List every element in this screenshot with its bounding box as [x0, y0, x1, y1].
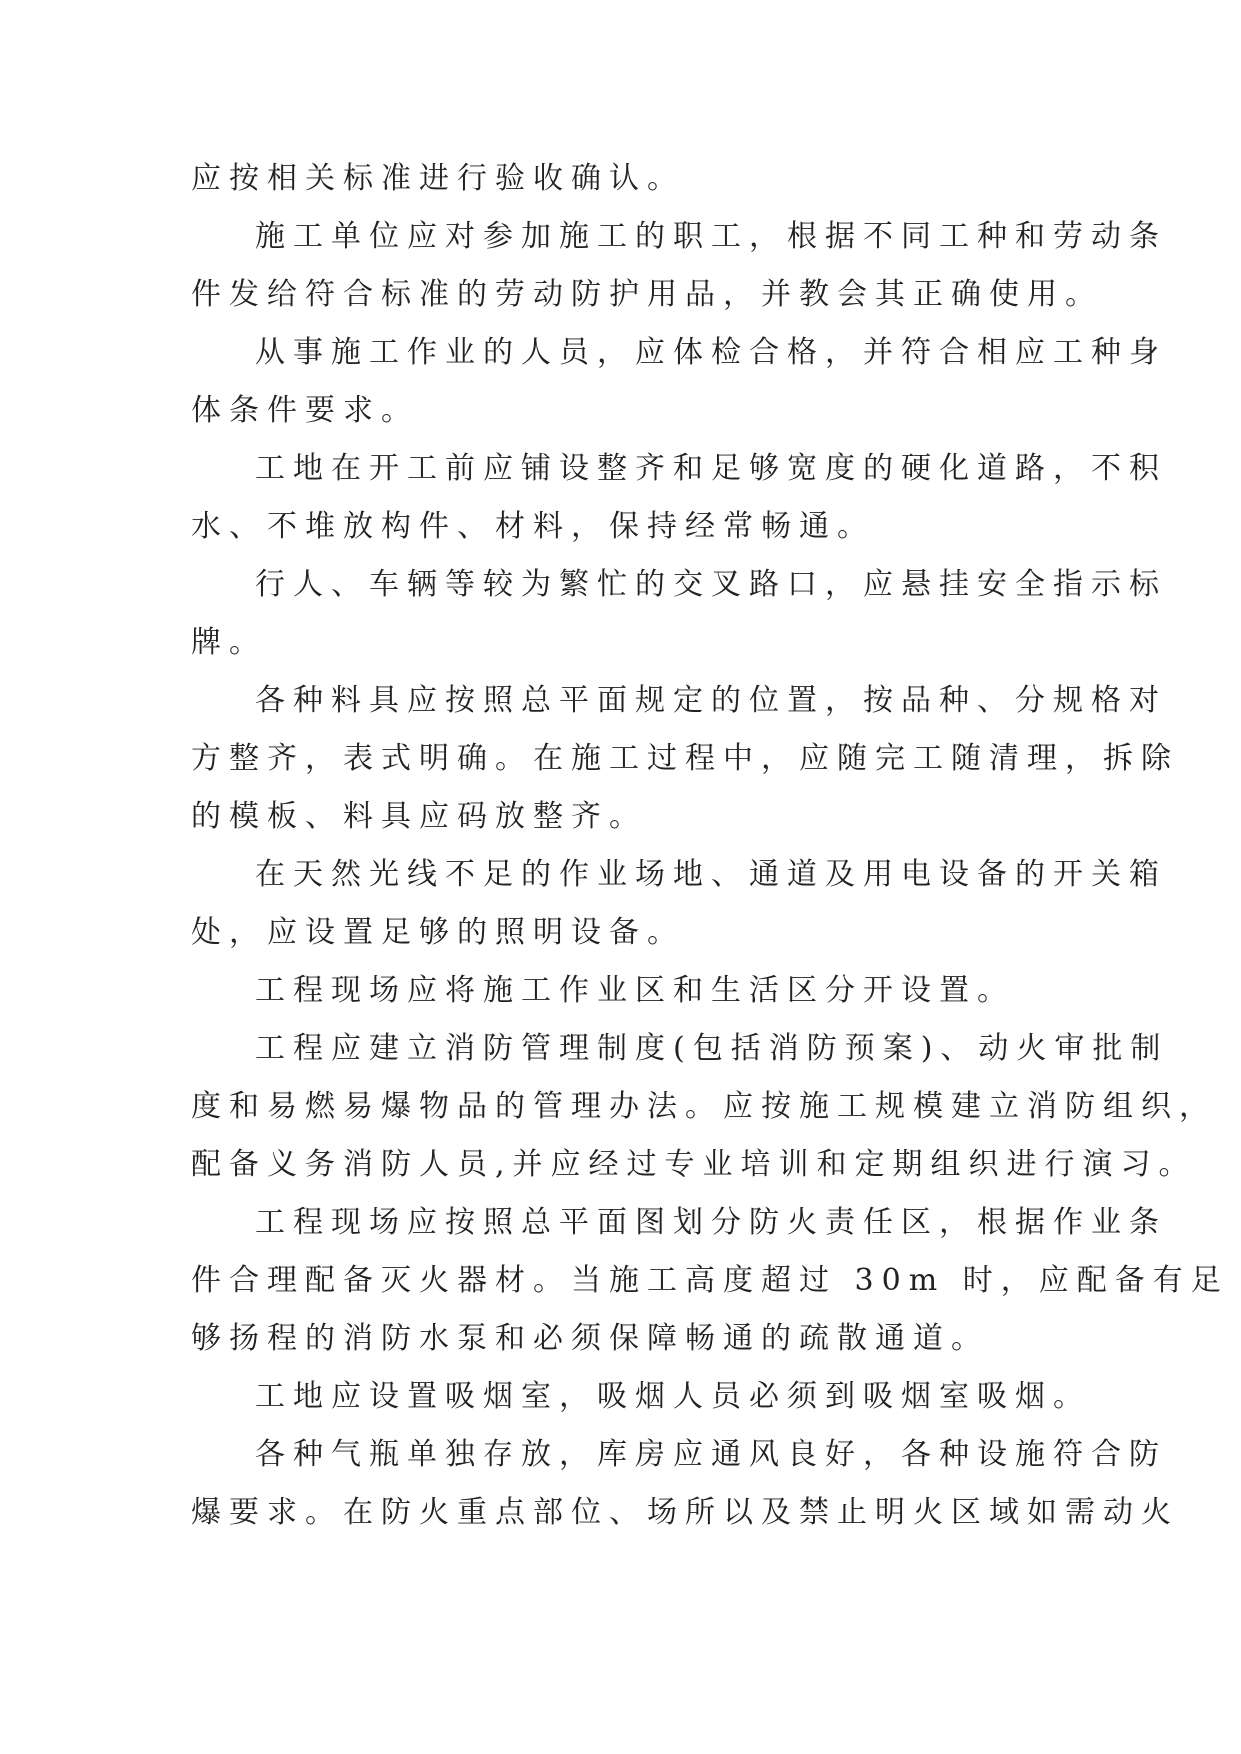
text-line: 工程应建立消防管理制度(包括消防预案)、动火审批制 — [255, 1031, 1169, 1066]
text-line: 配备义务消防人员,并应经过专业培训和定期组织进行演习。 — [191, 1147, 1197, 1182]
paragraph — [191, 556, 1167, 672]
text-line: 的模板、料具应码放整齐。 — [191, 799, 647, 834]
paragraph — [191, 208, 1167, 324]
paragraph — [191, 962, 1051, 1020]
text-line: 工地应设置吸烟室，吸烟人员必须到吸烟室吸烟。 — [255, 1379, 1091, 1414]
text-line: 水、不堆放构件、材料，保持经常畅通。 — [191, 509, 875, 544]
paragraph — [191, 150, 1051, 208]
paragraph — [191, 1020, 1217, 1194]
text-line: 从事施工作业的人员，应体检合格，并符合相应工种身 — [255, 335, 1167, 370]
paragraph — [191, 672, 1179, 846]
paragraph — [191, 846, 1167, 962]
text-line: 行人、车辆等较为繁忙的交叉路口，应悬挂安全指示标 — [255, 567, 1167, 602]
text-line: 体条件要求。 — [191, 393, 419, 428]
text-line: 方整齐，表式明确。在施工过程中，应随完工随清理，拆除 — [191, 741, 1179, 776]
text-line: 工程现场应按照总平面图划分防火责任区，根据作业条 — [255, 1205, 1167, 1240]
text-line: 牌。 — [191, 625, 267, 660]
paragraph — [191, 440, 1167, 556]
text-line: 在天然光线不足的作业场地、通道及用电设备的开关箱 — [255, 857, 1167, 892]
paragraph — [191, 1426, 1179, 1542]
paragraph — [191, 324, 1167, 440]
text-line: 工地在开工前应铺设整齐和足够宽度的硬化道路，不积 — [255, 451, 1167, 486]
text-line: 够扬程的消防水泵和必须保障畅通的疏散通道。 — [191, 1321, 989, 1356]
text-line: 件合理配备灭火器材。当施工高度超过 30m 时，应配备有足 — [191, 1263, 1229, 1298]
text-line: 各种气瓶单独存放，库房应通风良好，各种设施符合防 — [255, 1437, 1167, 1472]
text-line: 度和易燃易爆物品的管理办法。应按施工规模建立消防组织， — [191, 1089, 1217, 1124]
text-line: 施工单位应对参加施工的职工，根据不同工种和劳动条 — [255, 219, 1167, 254]
text-line: 处，应设置足够的照明设备。 — [191, 915, 685, 950]
document-body — [191, 150, 1229, 1542]
text-line: 各种料具应按照总平面规定的位置，按品种、分规格对 — [255, 683, 1167, 718]
text-line: 爆要求。在防火重点部位、场所以及禁止明火区域如需动火 — [191, 1495, 1179, 1530]
paragraph — [191, 1194, 1229, 1368]
text-line: 工程现场应将施工作业区和生活区分开设置。 — [255, 973, 1015, 1008]
paragraph — [191, 1368, 1091, 1426]
text-line: 应按相关标准进行验收确认。 — [191, 161, 685, 196]
text-line: 件发给符合标准的劳动防护用品，并教会其正确使用。 — [191, 277, 1103, 312]
